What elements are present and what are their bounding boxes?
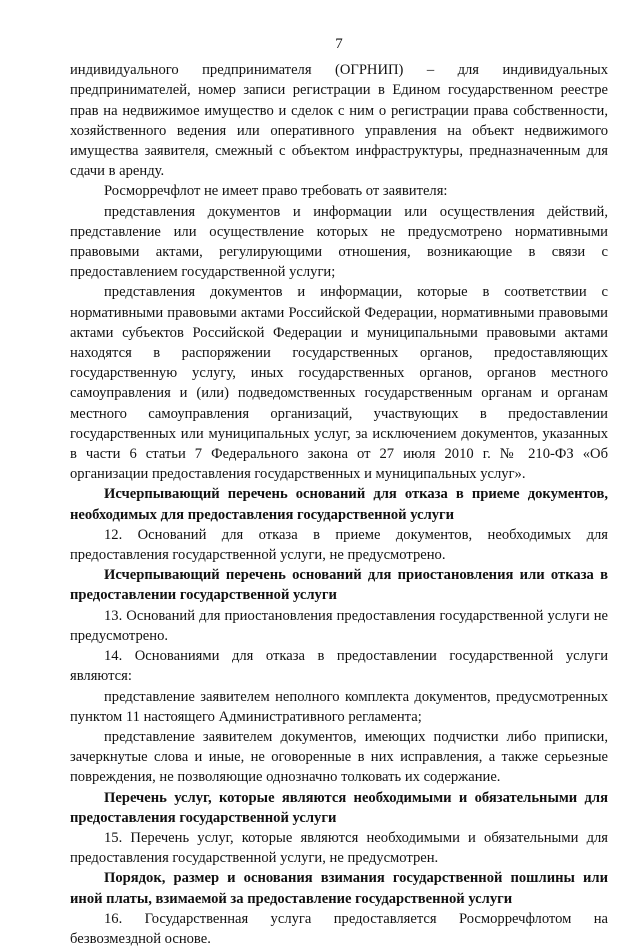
- paragraph-item-13: 13. Оснований для приостановления предоставления государственной услуги не предусмотрено.: [70, 607, 608, 644]
- paragraph-damaged-documents: представление заявителем документов, имеющих подчистки либо приписки, зачеркнутые слова и иные, не оговоренные в них исправления, а также серьезные повреждения, не позволяющие однозначно толковать их содержание.: [70, 728, 608, 786]
- paragraph-registration-details: индивидуального предпринимателя (ОГРНИП) – для индивидуальных предпринимателей, номер записи регистрации в Едином государственном реестре прав на недвижимое имущество и сделок с ним о регистрации права собственности, хозяйственного ведения или оперативного управления на объект недвижимого имущества заявителя, смежный с объектом инфраструктуры, предназначенным для сдачи в аренду.: [70, 62, 608, 180]
- heading-fees: Порядок, размер и основания взимания государственной пошлины или иной платы, взимаемой за предоставление государственной услуги: [70, 870, 608, 907]
- page-number: 7: [335, 36, 343, 52]
- paragraph-item-12: 12. Оснований для отказа в приеме документов, необходимых для предоставления государственной услуги, не предусмотрено.: [70, 526, 608, 564]
- paragraph-documents-not-required: представления документов и информации или осуществления действий, представление или осуществление которых не предусмотрено нормативными правовыми актами, регулирующими отношения, возникающие в связи с предоставлением государственной услуги;: [70, 203, 608, 281]
- paragraph-item-14: 14. Основаниями для отказа в предоставлении государственной услуги являются:: [70, 648, 608, 685]
- paragraph-incomplete-set: представление заявителем неполного комплекта документов, предусмотренных пунктом 11 настоящего Административного регламента;: [70, 688, 608, 725]
- heading-necessary-services: Перечень услуг, которые являются необходимыми и обязательными для предоставления государственной услуги: [70, 789, 608, 826]
- paragraph-item-15: 15. Перечень услуг, которые являются необходимыми и обязательными для предоставления государственной услуги, не предусмотрен.: [70, 829, 608, 867]
- heading-refusal-to-accept: Исчерпывающий перечень оснований для отказа в приеме документов, необходимых для предоставления государственной услуги: [70, 486, 608, 523]
- paragraph-not-entitled: Росморречфлот не имеет право требовать от заявителя:: [104, 183, 448, 200]
- heading-suspension-or-refusal: Исчерпывающий перечень оснований для приостановления или отказа в предоставлении государственной услуги: [70, 567, 608, 604]
- paragraph-item-16: 16. Государственная услуга предоставляется Росморречфлотом на безвозмездной основе.: [70, 910, 608, 947]
- paragraph-documents-held-by-agencies: представления документов и информации, которые в соответствии с нормативными правовыми актами Российской Федерации, нормативными правовыми актами субъектов Российской Федерации и муниципальными правовыми актами находятся в распоряжении государственных органов, предоставляющих государственную услугу, иных государственных органов, органов местного самоуправления и (или) подведомственных государственным органам и органам местного самоуправления организаций, участвующих в предоставлении государственных или муниципальных услуг, за исключением документов, указанных в части 6 статьи 7 Федерального закона от 27 июля 2010 г. № 210-ФЗ «Об организации предоставления государственных и муниципальных услуг».: [70, 284, 608, 483]
- document-page: [70, 34, 608, 949]
